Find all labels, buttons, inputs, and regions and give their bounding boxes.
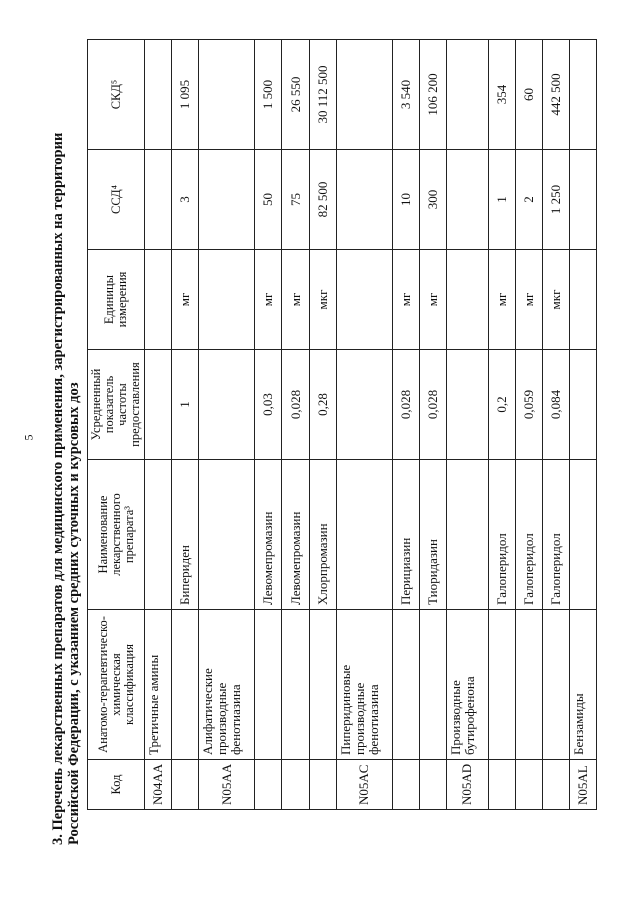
cell-ssd [569,150,596,250]
cell-ssd: 10 [392,150,419,250]
cell-code: N04AA [145,760,172,810]
cell-code [309,760,336,810]
header-units: Единицы измерения [88,250,145,350]
table-row [542,40,569,810]
table-row [282,40,309,810]
table-row [145,40,172,810]
cell-drug-name: Галоперидол [515,460,542,610]
table-row [336,40,392,810]
cell-frequency: 0,028 [419,350,446,460]
cell-ssd: 1 [488,150,515,250]
cell-classification [172,610,199,760]
cell-classification: Бензамиды [569,610,596,760]
cell-drug-name: Левомепромазин [255,460,282,610]
cell-code: N05AA [199,760,255,810]
cell-drug-name: Перициазин [392,460,419,610]
cell-units [199,250,255,350]
cell-frequency: 0,2 [488,350,515,460]
cell-drug-name [336,460,392,610]
cell-code: N05AD [447,760,489,810]
cell-skd [145,40,172,150]
cell-ssd [199,150,255,250]
cell-units [145,250,172,350]
cell-skd: 3 540 [392,40,419,150]
cell-frequency: 0,084 [542,350,569,460]
cell-skd: 354 [488,40,515,150]
table-row [392,40,419,810]
cell-ssd [447,150,489,250]
cell-classification [419,610,446,760]
table-row [172,40,199,810]
cell-drug-name [447,460,489,610]
page-number: 5 [21,434,36,441]
drug-dose-table [87,39,597,810]
table-row [447,40,489,810]
table-row [515,40,542,810]
cell-units: мг [488,250,515,350]
cell-drug-name: Галоперидол [542,460,569,610]
cell-ssd: 300 [419,150,446,250]
cell-frequency [569,350,596,460]
heading-line-2: Российской Федерации, с указанием средних суточных и курсовых доз [66,382,82,845]
section-heading [50,45,82,845]
cell-skd: 60 [515,40,542,150]
cell-units: мкг [542,250,569,350]
cell-ssd: 1 250 [542,150,569,250]
cell-skd [336,40,392,150]
cell-units: мг [419,250,446,350]
cell-drug-name: Галоперидол [488,460,515,610]
cell-code [255,760,282,810]
cell-drug-name [145,460,172,610]
cell-classification [392,610,419,760]
cell-ssd [336,150,392,250]
cell-classification [515,610,542,760]
cell-frequency: 1 [172,350,199,460]
header-code: Код [88,760,145,810]
cell-units: мг [255,250,282,350]
cell-units [447,250,489,350]
cell-skd [199,40,255,150]
cell-ssd: 2 [515,150,542,250]
cell-frequency: 0,028 [282,350,309,460]
table-row [488,40,515,810]
cell-frequency [447,350,489,460]
rotated-page-content [50,40,610,850]
cell-ssd: 82 500 [309,150,336,250]
table-row [569,40,596,810]
table-row [419,40,446,810]
cell-ssd: 50 [255,150,282,250]
header-frequency: Усредненный показатель частоты предоставления [88,350,145,460]
cell-classification: Третичные амины [145,610,172,760]
cell-frequency [145,350,172,460]
cell-code [282,760,309,810]
cell-drug-name [569,460,596,610]
cell-classification [309,610,336,760]
cell-skd: 26 550 [282,40,309,150]
cell-frequency: 0,059 [515,350,542,460]
cell-units: мкг [309,250,336,350]
table-header-row [88,40,145,810]
cell-code: N05AL [569,760,596,810]
cell-units: мг [392,250,419,350]
cell-skd: 106 200 [419,40,446,150]
cell-code [392,760,419,810]
cell-skd: 30 112 500 [309,40,336,150]
cell-drug-name: Левомепромазин [282,460,309,610]
cell-classification: Производные бутирофенона [447,610,489,760]
cell-drug-name: Бипериден [172,460,199,610]
cell-classification [542,610,569,760]
cell-code [542,760,569,810]
cell-code [488,760,515,810]
cell-code [172,760,199,810]
cell-ssd: 3 [172,150,199,250]
cell-skd: 1 095 [172,40,199,150]
header-ssd: ССД⁴ [88,150,145,250]
cell-drug-name: Хлорпромазин [309,460,336,610]
cell-frequency [336,350,392,460]
cell-ssd: 75 [282,150,309,250]
cell-units [336,250,392,350]
cell-units: мг [515,250,542,350]
cell-skd [569,40,596,150]
cell-classification: Алифатические производные фенотиазина [199,610,255,760]
cell-classification: Пиперидиновые производные фенотиазина [336,610,392,760]
table-row [255,40,282,810]
cell-units [569,250,596,350]
cell-classification [282,610,309,760]
cell-units: мг [172,250,199,350]
cell-units: мг [282,250,309,350]
cell-frequency: 0,03 [255,350,282,460]
cell-code [515,760,542,810]
cell-frequency: 0,28 [309,350,336,460]
heading-line-1: 3. Перечень лекарственных препаратов для медицинского применения, зарегистрированных на территории [50,132,66,845]
cell-skd: 442 500 [542,40,569,150]
cell-drug-name: Тиоридазин [419,460,446,610]
cell-classification [255,610,282,760]
header-drug-name: Наименование лекарственного препарата³ [88,460,145,610]
cell-frequency: 0,028 [392,350,419,460]
cell-frequency [199,350,255,460]
table-row [199,40,255,810]
header-skd: СКД⁵ [88,40,145,150]
cell-skd [447,40,489,150]
cell-ssd [145,150,172,250]
table-row [309,40,336,810]
cell-code [419,760,446,810]
cell-skd: 1 500 [255,40,282,150]
cell-code: N05AC [336,760,392,810]
cell-drug-name [199,460,255,610]
header-classification: Анатомо-терапевтическо-химическая классификация [88,610,145,760]
cell-classification [488,610,515,760]
